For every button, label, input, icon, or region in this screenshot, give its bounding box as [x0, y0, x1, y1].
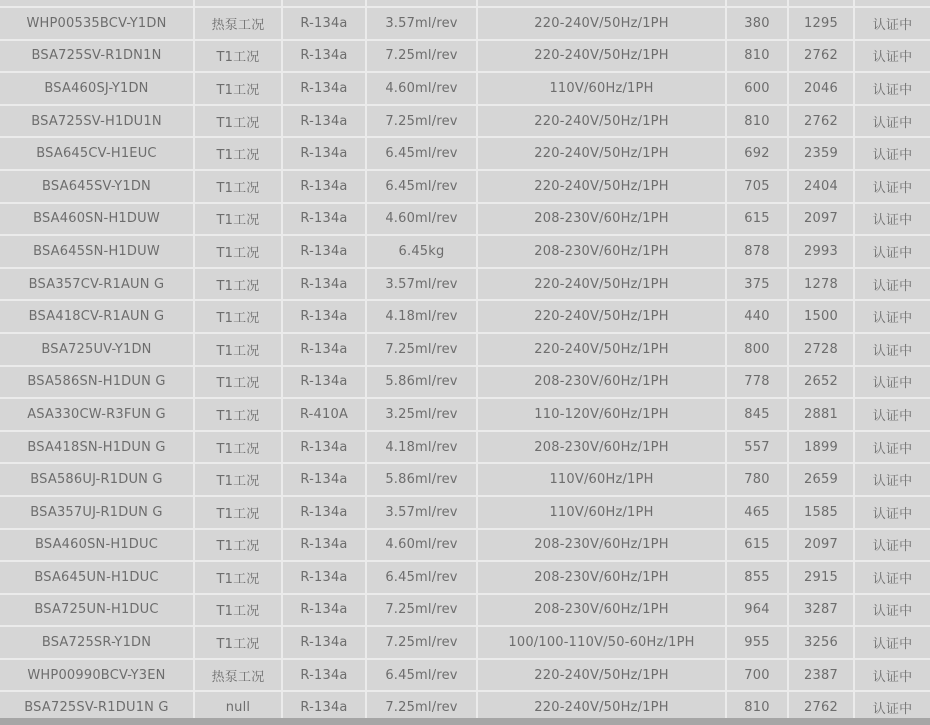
table-row[interactable] [0, 236, 930, 269]
cell-displacement: 7.25ml/rev [367, 106, 478, 137]
cell-working-condition: T1工况 [195, 301, 283, 332]
cell-model: WHP00535BCV-Y1DN [0, 8, 195, 39]
cell-displacement: 6.45ml/rev [367, 171, 478, 202]
cell-refrigerant: R-134a [283, 660, 367, 691]
cell-value-2: 2046 [789, 73, 855, 104]
bottom-strip [0, 718, 930, 725]
cell-value-2: 2659 [789, 464, 855, 495]
cell-cert-status: 认证中 [872, 408, 913, 424]
cell-working-condition: T1工况 [195, 497, 283, 528]
cell-working-condition: T1工况 [195, 464, 283, 495]
cell-cert-status: 认证中 [872, 604, 913, 620]
cell-model: BSA645CV-H1EUC [0, 138, 195, 169]
cell-model: BSA357CV-R1AUN G [0, 269, 195, 300]
cell-displacement: 4.18ml/rev [367, 432, 478, 463]
cell-refrigerant: R-134a [283, 171, 367, 202]
cell-cert-status: 认证中 [872, 474, 913, 490]
cell-value-2: 2881 [789, 399, 855, 430]
cell-value-1: 615 [727, 204, 789, 235]
cell-displacement: 6.45ml/rev [367, 562, 478, 593]
cell-displacement: 6.45kg [367, 236, 478, 267]
cell-working-condition: T1工况 [195, 138, 283, 169]
table-row[interactable] [0, 73, 930, 106]
cell-value-1: 557 [727, 432, 789, 463]
cell-value-1: 810 [727, 692, 789, 718]
cell-working-condition: T1工况 [195, 595, 283, 626]
cell-model: BSA725SV-H1DU1N [0, 106, 195, 137]
cell-model: BSA418SN-H1DUN G [0, 432, 195, 463]
cell-value-2: 1500 [789, 301, 855, 332]
cell-value-2: 1585 [789, 497, 855, 528]
cell-model: BSA586SN-H1DUN G [0, 367, 195, 398]
cell-value-2: 2097 [789, 530, 855, 561]
cell-working-condition: T1工况 [195, 399, 283, 430]
cell-displacement: 3.25ml/rev [367, 399, 478, 430]
cell-value-1: 692 [727, 138, 789, 169]
cell-value-2: 2359 [789, 138, 855, 169]
table-row[interactable] [0, 367, 930, 400]
cell-displacement: 3.57ml/rev [367, 269, 478, 300]
cell-value-2-clipped [789, 0, 855, 6]
cell-displacement: 7.25ml/rev [367, 334, 478, 365]
cell-working-condition: T1工况 [195, 334, 283, 365]
cell-value-2: 2387 [789, 660, 855, 691]
cell-working-condition: T1工况 [195, 367, 283, 398]
cell-displacement: 7.25ml/rev [367, 692, 478, 718]
table-body [0, 8, 930, 718]
cell-value-2: 2762 [789, 41, 855, 72]
cell-refrigerant: R-134a [283, 204, 367, 235]
cell-power-supply: 208-230V/60Hz/1PH [478, 367, 727, 398]
cell-displacement: 5.86ml/rev [367, 464, 478, 495]
cell-cert-status: 认证中 [872, 343, 913, 359]
cell-cert-status: 认证中 [872, 50, 913, 66]
cell-value-2: 2097 [789, 204, 855, 235]
cell-value-1: 855 [727, 562, 789, 593]
cell-value-1: 810 [727, 106, 789, 137]
table-row[interactable] [0, 432, 930, 465]
cell-value-1: 955 [727, 627, 789, 658]
cell-cert-status: 认证中 [872, 213, 913, 229]
cell-power-supply: 110V/60Hz/1PH [478, 497, 727, 528]
cell-value-1: 778 [727, 367, 789, 398]
cell-refrigerant: R-134a [283, 334, 367, 365]
cell-cert-status: 认证中 [872, 278, 913, 294]
cell-displacement: 3.57ml/rev [367, 8, 478, 39]
cell-value-1: 810 [727, 41, 789, 72]
table-row[interactable] [0, 660, 930, 693]
cell-value-1-clipped [727, 0, 789, 6]
cell-refrigerant: R-134a [283, 138, 367, 169]
cell-displacement: 7.25ml/rev [367, 627, 478, 658]
cell-cert-status: 认证中 [872, 311, 913, 327]
cell-working-condition: T1工况 [195, 204, 283, 235]
cell-power-supply: 220-240V/50Hz/1PH [478, 660, 727, 691]
cell-model: BSA357UJ-R1DUN G [0, 497, 195, 528]
cell-working-condition: T1工况 [195, 562, 283, 593]
table-row[interactable] [0, 497, 930, 530]
cell-refrigerant: R-134a [283, 432, 367, 463]
cell-value-2: 3256 [789, 627, 855, 658]
cell-value-2: 2652 [789, 367, 855, 398]
cell-working-condition: 热泵工况 [195, 8, 283, 39]
table-row[interactable] [0, 530, 930, 563]
table-row[interactable] [0, 627, 930, 660]
cell-value-2: 2993 [789, 236, 855, 267]
cell-value-2: 2728 [789, 334, 855, 365]
table-row-clipped-top [0, 0, 930, 8]
cell-model: ASA330CW-R3FUN G [0, 399, 195, 430]
cell-working-condition: T1工况 [195, 236, 283, 267]
cell-refrigerant: R-134a [283, 269, 367, 300]
cell-cert-status: 认证中 [872, 539, 913, 555]
cell-working-condition: T1工况 [195, 432, 283, 463]
cell-cert-status: 认证中 [872, 571, 913, 587]
cell-refrigerant: R-410A [283, 399, 367, 430]
table-row[interactable] [0, 595, 930, 628]
cell-working-condition: T1工况 [195, 171, 283, 202]
cell-working-condition: null [195, 692, 283, 718]
cell-refrigerant: R-134a [283, 106, 367, 137]
cell-cert-status: 认证中 [872, 702, 913, 718]
table-row[interactable] [0, 301, 930, 334]
table-row[interactable] [0, 204, 930, 237]
cell-displacement: 4.60ml/rev [367, 530, 478, 561]
cell-refrigerant: R-134a [283, 41, 367, 72]
cell-model: BSA645UN-H1DUC [0, 562, 195, 593]
cell-model: BSA725SV-R1DU1N G [0, 692, 195, 718]
cell-refrigerant: R-134a [283, 236, 367, 267]
cell-model: BSA645SN-H1DUW [0, 236, 195, 267]
cell-power-supply: 208-230V/60Hz/1PH [478, 595, 727, 626]
cell-power-supply: 100/100-110V/50-60Hz/1PH [478, 627, 727, 658]
cell-value-1: 878 [727, 236, 789, 267]
cell-displacement-clipped [367, 0, 478, 6]
cell-power-supply: 220-240V/50Hz/1PH [478, 171, 727, 202]
table-row[interactable] [0, 269, 930, 302]
cell-working-condition-clipped [195, 0, 283, 6]
cell-cert-status: 认证中 [872, 506, 913, 522]
cell-cert-status: 认证中 [872, 637, 913, 653]
cell-working-condition: T1工况 [195, 530, 283, 561]
table-row[interactable] [0, 41, 930, 74]
cell-cert-status: 认证中 [872, 669, 913, 685]
cell-displacement: 6.45ml/rev [367, 138, 478, 169]
cell-power-supply-clipped [478, 0, 727, 6]
cell-cert-status: 认证中 [872, 82, 913, 98]
cell-model: BSA586UJ-R1DUN G [0, 464, 195, 495]
cell-value-1: 375 [727, 269, 789, 300]
cell-value-1: 780 [727, 464, 789, 495]
cell-power-supply: 220-240V/50Hz/1PH [478, 138, 727, 169]
cell-refrigerant: R-134a [283, 497, 367, 528]
cell-displacement: 7.25ml/rev [367, 41, 478, 72]
cell-displacement: 4.60ml/rev [367, 73, 478, 104]
cell-cert-status: 认证中 [872, 245, 913, 261]
cell-refrigerant: R-134a [283, 530, 367, 561]
cell-power-supply: 220-240V/50Hz/1PH [478, 692, 727, 718]
table-row[interactable] [0, 138, 930, 171]
cell-working-condition: T1工况 [195, 269, 283, 300]
cell-cert-status: 认证中 [872, 441, 913, 457]
cell-refrigerant: R-134a [283, 562, 367, 593]
cell-refrigerant: R-134a [283, 627, 367, 658]
cell-model: BSA725UV-Y1DN [0, 334, 195, 365]
cell-model: BSA460SJ-Y1DN [0, 73, 195, 104]
cell-value-2: 3287 [789, 595, 855, 626]
cell-model: BSA725SV-R1DN1N [0, 41, 195, 72]
cell-displacement: 7.25ml/rev [367, 595, 478, 626]
cell-power-supply: 208-230V/60Hz/1PH [478, 432, 727, 463]
cell-value-2: 1899 [789, 432, 855, 463]
table-row[interactable] [0, 171, 930, 204]
cell-value-1: 440 [727, 301, 789, 332]
cell-power-supply: 220-240V/50Hz/1PH [478, 301, 727, 332]
cell-power-supply: 208-230V/60Hz/1PH [478, 530, 727, 561]
cell-working-condition: 热泵工况 [195, 660, 283, 691]
cell-model-clipped [0, 0, 195, 6]
cell-displacement: 3.57ml/rev [367, 497, 478, 528]
table-row[interactable] [0, 399, 930, 432]
cell-cert-status: 认证中 [872, 376, 913, 392]
table-row[interactable] [0, 106, 930, 139]
cell-model: BSA460SN-H1DUC [0, 530, 195, 561]
cell-working-condition: T1工况 [195, 106, 283, 137]
cell-power-supply: 208-230V/60Hz/1PH [478, 236, 727, 267]
cell-power-supply: 220-240V/50Hz/1PH [478, 269, 727, 300]
table-row[interactable] [0, 334, 930, 367]
cell-displacement: 4.18ml/rev [367, 301, 478, 332]
cell-value-1: 380 [727, 8, 789, 39]
table-row[interactable] [0, 692, 930, 718]
cell-model: WHP00990BCV-Y3EN [0, 660, 195, 691]
cell-value-2: 2762 [789, 106, 855, 137]
cell-working-condition: T1工况 [195, 73, 283, 104]
cell-cert-status: 认证中 [872, 17, 913, 33]
table-row[interactable] [0, 464, 930, 497]
cell-cert-status-clipped [855, 0, 930, 6]
table-row[interactable] [0, 8, 930, 41]
cell-power-supply: 208-230V/60Hz/1PH [478, 562, 727, 593]
cell-displacement: 5.86ml/rev [367, 367, 478, 398]
cell-value-2: 1295 [789, 8, 855, 39]
cell-power-supply: 110V/60Hz/1PH [478, 464, 727, 495]
cell-value-1: 700 [727, 660, 789, 691]
cell-value-2: 2762 [789, 692, 855, 718]
cell-refrigerant-clipped [283, 0, 367, 6]
cell-refrigerant: R-134a [283, 595, 367, 626]
cell-cert-status: 认证中 [872, 180, 913, 196]
cell-displacement: 6.45ml/rev [367, 660, 478, 691]
cell-refrigerant: R-134a [283, 367, 367, 398]
cell-power-supply: 110V/60Hz/1PH [478, 73, 727, 104]
cell-value-1: 600 [727, 73, 789, 104]
cell-value-1: 800 [727, 334, 789, 365]
cell-model: BSA460SN-H1DUW [0, 204, 195, 235]
cell-displacement: 4.60ml/rev [367, 204, 478, 235]
cell-power-supply: 110-120V/60Hz/1PH [478, 399, 727, 430]
cell-model: BSA725UN-H1DUC [0, 595, 195, 626]
cell-value-2: 2404 [789, 171, 855, 202]
cell-power-supply: 220-240V/50Hz/1PH [478, 41, 727, 72]
cell-value-1: 845 [727, 399, 789, 430]
cell-refrigerant: R-134a [283, 8, 367, 39]
cell-power-supply: 220-240V/50Hz/1PH [478, 334, 727, 365]
cell-model: BSA418CV-R1AUN G [0, 301, 195, 332]
cell-value-2: 1278 [789, 269, 855, 300]
cell-working-condition: T1工况 [195, 41, 283, 72]
cell-refrigerant: R-134a [283, 73, 367, 104]
cell-power-supply: 208-230V/60Hz/1PH [478, 204, 727, 235]
cell-value-1: 705 [727, 171, 789, 202]
cell-cert-status: 认证中 [872, 115, 913, 131]
cell-model: BSA725SR-Y1DN [0, 627, 195, 658]
cell-refrigerant: R-134a [283, 464, 367, 495]
cell-power-supply: 220-240V/50Hz/1PH [478, 106, 727, 137]
cell-model: BSA645SV-Y1DN [0, 171, 195, 202]
cell-value-1: 465 [727, 497, 789, 528]
cell-refrigerant: R-134a [283, 692, 367, 718]
cell-value-2: 2915 [789, 562, 855, 593]
cell-cert-status: 认证中 [872, 148, 913, 164]
cell-working-condition: T1工况 [195, 627, 283, 658]
cell-refrigerant: R-134a [283, 301, 367, 332]
cell-power-supply: 220-240V/50Hz/1PH [478, 8, 727, 39]
cell-value-1: 964 [727, 595, 789, 626]
table-row[interactable] [0, 562, 930, 595]
cell-value-1: 615 [727, 530, 789, 561]
